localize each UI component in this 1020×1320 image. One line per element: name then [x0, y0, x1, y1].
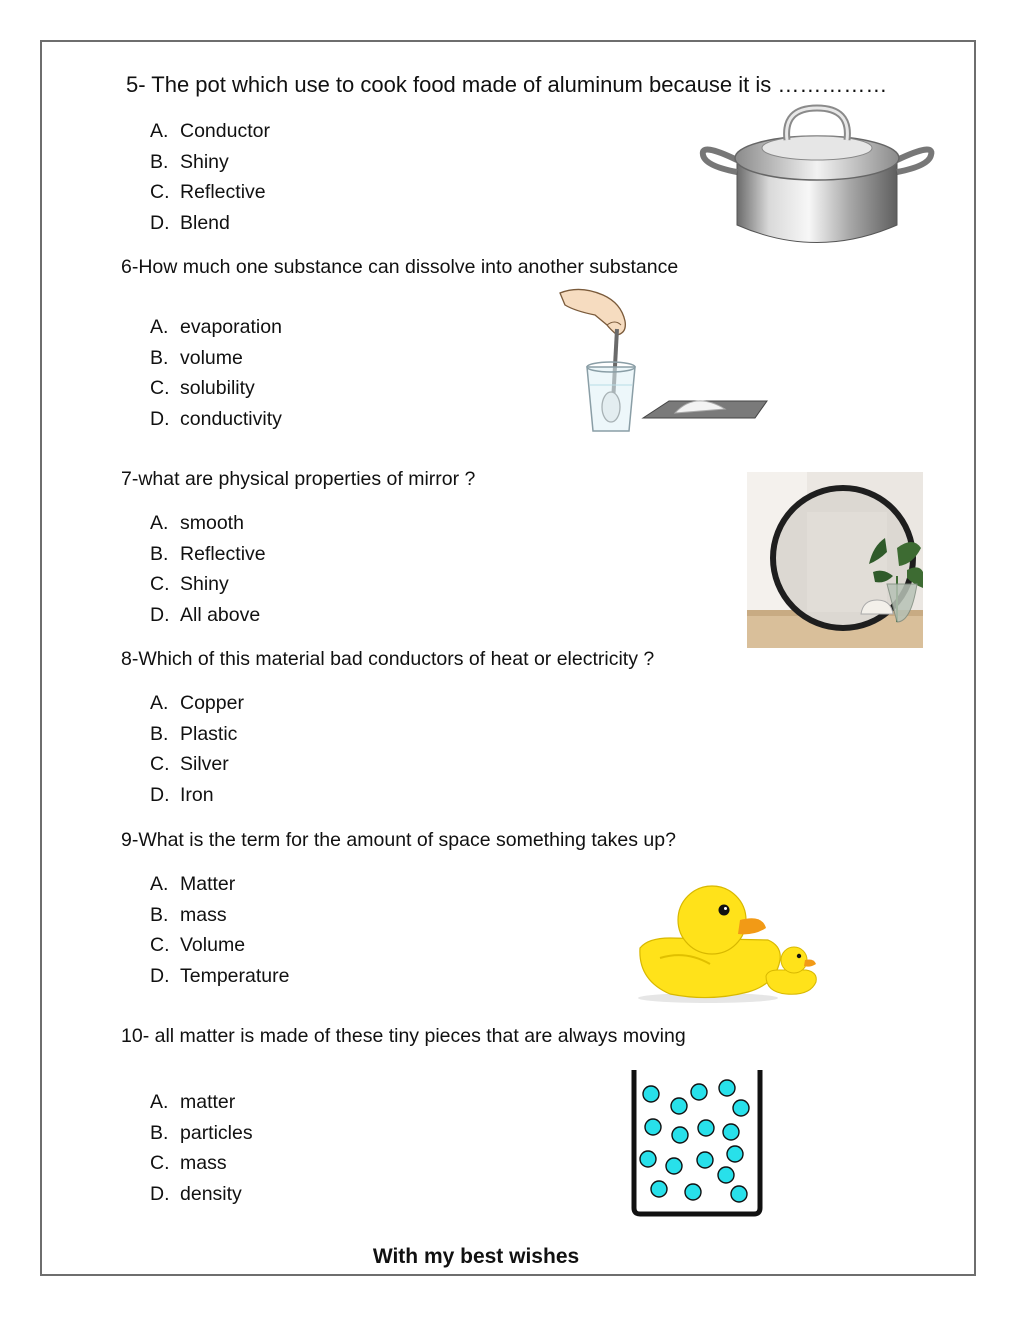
question-8-prompt: 8-Which of this material bad conductors of heat or electricity ?: [121, 648, 655, 670]
option[interactable]: C. Silver: [150, 753, 229, 776]
option[interactable]: B. mass: [150, 903, 227, 926]
option[interactable]: A. Matter: [150, 873, 236, 895]
option[interactable]: B. Reflective: [150, 542, 266, 565]
option[interactable]: C. solubility: [150, 377, 255, 400]
question-5-prompt: 5- The pot which use to cook food made of aluminum because it is ……………: [126, 72, 888, 97]
option[interactable]: B. Plastic: [150, 722, 238, 745]
option[interactable]: C. Shiny: [150, 573, 229, 596]
question-9-options: [150, 869, 289, 992]
round-mirror-image: [747, 472, 923, 648]
option[interactable]: C. mass: [150, 1152, 227, 1175]
question-8-options: [150, 688, 244, 811]
question-6-options: [150, 312, 282, 435]
option[interactable]: A. Conductor: [150, 120, 270, 142]
particles-in-container-image: [627, 1064, 765, 1220]
option[interactable]: D. Iron: [150, 784, 214, 807]
option[interactable]: B. volume: [150, 346, 243, 369]
question-6-prompt: 6-How much one substance can dissolve into another substance: [121, 256, 679, 278]
question-10-options: [150, 1087, 253, 1210]
question-10-prompt: 10- all matter is made of these tiny pieces that are always moving: [121, 1025, 686, 1047]
option[interactable]: D. density: [150, 1183, 242, 1206]
question-7-prompt: 7-what are physical properties of mirror ?: [121, 468, 476, 490]
option[interactable]: B. particles: [150, 1121, 253, 1144]
option[interactable]: D. Temperature: [150, 965, 290, 988]
option[interactable]: A. Copper: [150, 692, 244, 714]
dissolving-sugar-image: [555, 285, 770, 437]
option[interactable]: D. All above: [150, 604, 261, 627]
option[interactable]: C. Reflective: [150, 181, 266, 204]
closing-message: With my best wishes: [372, 1245, 580, 1268]
option[interactable]: B. Shiny: [150, 150, 229, 173]
cooking-pot-image: [695, 100, 940, 250]
question-9-prompt: 9-What is the term for the amount of space something takes up?: [121, 829, 676, 851]
option[interactable]: C. Volume: [150, 934, 246, 957]
option[interactable]: A. matter: [150, 1091, 236, 1113]
question-7-options: [150, 508, 266, 631]
rubber-ducks-image: [630, 880, 850, 1005]
option[interactable]: D. conductivity: [150, 408, 282, 431]
option[interactable]: A. evaporation: [150, 316, 282, 338]
option[interactable]: A. smooth: [150, 512, 244, 534]
option[interactable]: D. Blend: [150, 212, 230, 235]
question-5-options: [150, 116, 270, 239]
